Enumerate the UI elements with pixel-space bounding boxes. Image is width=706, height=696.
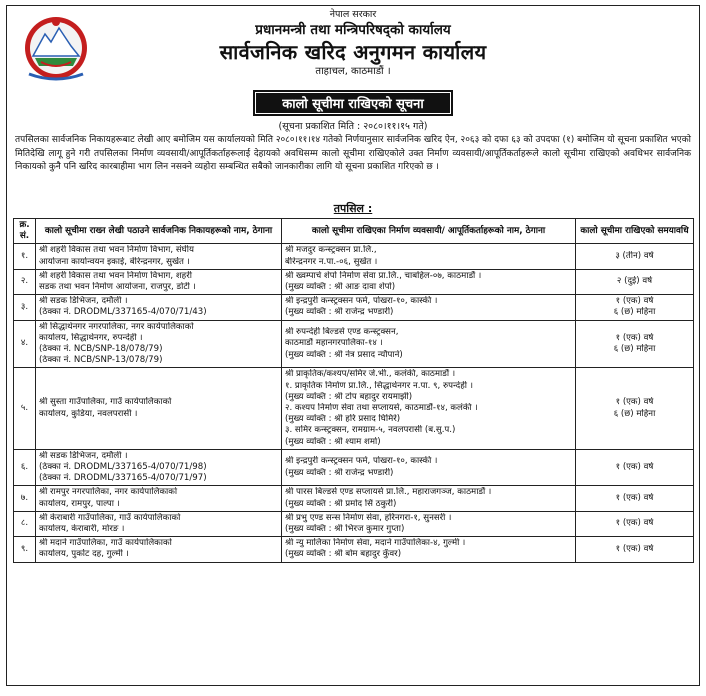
row-contractor-line: काठमाडौं महानगरपालिका-१४ । (285, 338, 383, 349)
row-serial: ६. (14, 449, 36, 486)
row-contractor (282, 269, 576, 294)
row-contractor-line: (मुख्य व्यक्ति : श्री टोप बहादुर रायमाझी) (285, 391, 413, 402)
row-period-line: १ (एक) वर्ष (615, 296, 654, 307)
row-serial: १. (14, 244, 36, 269)
row-entity-line: श्री शहरी विकास तथा भवन निर्माण विभाग, शहरी (39, 270, 192, 281)
row-period (576, 486, 694, 511)
table-row (14, 320, 694, 368)
row-contractor (282, 486, 576, 511)
nepal-emblem-icon (21, 12, 91, 82)
row-entity-line: आयोजना कार्यान्वयन इकाई, बीरेन्द्रनगर, सुर्खेत । (39, 256, 190, 267)
row-contractor (282, 368, 576, 449)
row-period (576, 320, 694, 368)
header-entity: कालो सूचीमा राख्न लेखी पठाउने सार्वजनिक निकायहरूको नाम, ठेगाना (36, 219, 282, 244)
row-period (576, 269, 694, 294)
header-serial: क्र. सं. (14, 219, 36, 244)
row-period-line: २ (दुई) वर्ष (616, 276, 653, 287)
table-row (14, 449, 694, 486)
row-entity-line: श्री केराबारी गाउँपालिका, गाउँ कार्यपालिकाको (39, 512, 181, 523)
row-contractor-line: (मुख्य व्यक्ति : श्री श्याम शर्मा) (285, 436, 381, 447)
row-contractor-line: श्री मजदुर कन्स्ट्रक्सन प्रा.लि., (285, 245, 377, 256)
row-contractor-line: (मुख्य व्यक्ति : श्री भिरज कुमार गुप्ता) (285, 524, 405, 535)
notice-title: कालो सूचीमा राखिएको सूचना (253, 90, 453, 116)
row-entity (36, 486, 282, 511)
notice-paragraph: तपसिलका सार्वजनिक निकायहरूबाट लेखी आए बमोजिम यस कार्यालयको मिति २०८०।११।१४ गतेको निर्णयानुसार सार्वजनिक खरिद ऐन, २०६३ को दफा ६३ को उपदफा (१) बमोजिम यो सूचना प्रकाशित भएको मितिदेखि लागू हुने गरी तपसिलका निर्माण व्यवसायी/आपूर्तिकर्ताहरूलाई देहायको अवधिसम्म कालो सूचीमा राखिएकोले उक्त निर्माण व्यवसायी/आपूर्तिकर्ताहरूले कालो सूचीमा राखिएको अवधिभर सार्वजनिक निकायको कुनै पनि खरिद कारबाहीमा भाग लिन नसक्ने व्यहोरा सम्बन्धित सबैको जानकारीका लागि यो सूचना प्रकाशित गरिएको छ । (15, 135, 691, 173)
publication-date: (सूचना प्रकाशित मिति : २०८०।११।१५ गते) (278, 121, 428, 132)
row-period-line: १ (एक) वर्ष (615, 332, 654, 343)
row-entity (36, 368, 282, 449)
row-contractor-line: श्री इन्द्रपुरी कन्स्ट्रक्सन फर्म, पोखरा-१०, कास्की । (285, 296, 438, 307)
row-serial: ९. (14, 537, 36, 562)
table-row (14, 295, 694, 320)
schedule-heading: तपसिल : (333, 202, 373, 215)
row-contractor-line: २. कश्यप निर्माण सेवा तथा सप्लायर्स, काठमाडौं-१४, कलंकी । (285, 403, 478, 414)
row-period-line: ६ (छ) महिना (613, 408, 656, 419)
table-row (14, 269, 694, 294)
notice-header (7, 6, 699, 90)
row-contractor-line: बीरेन्द्रनगर न.पा.-०६, सुर्खेत । (285, 256, 378, 267)
row-entity-line: श्री शहरी विकास तथा भवन निर्माण विभाग, संघीय (39, 245, 194, 256)
row-entity (36, 537, 282, 562)
row-period-line: ६ (छ) महिना (613, 344, 656, 355)
row-entity-line: श्री सडक डिभिजन, दमौली । (39, 450, 128, 461)
office-address: ताहाचल, काठमाडौं । (315, 66, 391, 78)
row-contractor-line: (मुख्य व्यक्ति : श्री बोम बहादुर कुँवर) (285, 549, 402, 560)
row-entity-line: श्री रामपुर नगरपालिका, नगर कार्यपालिकाको (39, 487, 178, 498)
row-contractor-line: श्री प्राकृतिक/कश्यप/समिर जे.भी., कलंकी, काठमाडौं । (285, 369, 456, 380)
row-contractor-line: (मुख्य व्यक्ति : श्री नेत्र प्रसाद न्यौपाने) (285, 349, 403, 360)
row-entity (36, 295, 282, 320)
row-period (576, 295, 694, 320)
row-entity-line: कार्यालय, सिद्धार्थनगर, रुपन्देही । (39, 332, 143, 343)
row-contractor-line: श्री प्रभु एण्ड सन्स निर्माण सेवा, हरिनगरा-१, सुनसरी । (285, 512, 452, 523)
row-serial: ५. (14, 368, 36, 449)
row-entity (36, 449, 282, 486)
row-period (576, 244, 694, 269)
table-row (14, 511, 694, 536)
row-contractor-line: (मुख्य व्यक्ति : श्री आङ दावा शेर्पा) (285, 282, 396, 293)
row-contractor-line: श्री रुपन्देही बिल्डर्स एण्ड कन्स्ट्रक्सन, (285, 327, 399, 338)
row-contractor-line: श्री पारस बिल्डर्स एण्ड सप्लायर्स प्रा.लि., महाराजगञ्ज, काठमाडौं । (285, 487, 492, 498)
table-header-row (14, 219, 694, 244)
row-serial: ४. (14, 320, 36, 368)
row-contractor-line: श्री इन्द्रपुरी कन्स्ट्रक्सन फर्म, पोखरा-१०, कास्की । (285, 456, 438, 467)
table-row (14, 244, 694, 269)
row-entity-line: श्री मदाने गाउँपालिका, गाउँ कार्यपालिकाको (39, 538, 172, 549)
row-period-line: १ (एक) वर्ष (615, 397, 654, 408)
row-contractor-line: (मुख्य व्यक्ति : श्री प्रमोद सिं ठकुरी) (285, 498, 397, 509)
row-entity-line: श्री सडक डिभिजन, दमौली । (39, 296, 128, 307)
row-serial: ८. (14, 511, 36, 536)
row-entity-line: सडक तथा भवन निर्माण आयोजना, राजपुर, डोटी । (39, 282, 196, 293)
row-contractor-line: (मुख्य व्यक्ति : श्री राजेन्द्र भण्डारी) (285, 467, 394, 478)
row-entity-line: (ठेक्का नं. NCB/SNP-13/078/79) (39, 355, 163, 366)
row-contractor-line: श्री ख्वम्पाचे शेर्पा निर्माण सेवा प्रा.लि., चाबहिल-०७, काठमाडौं । (285, 270, 482, 281)
row-period (576, 537, 694, 562)
row-entity-line: (ठेक्का नं. DRODML/337165-4/070/71/43) (39, 307, 207, 318)
row-period-line: १ (एक) वर्ष (615, 518, 654, 529)
header-period: कालो सूचीमा राखिएको समयावधि (576, 219, 694, 244)
row-serial: ७. (14, 486, 36, 511)
row-contractor-line: श्री न्यु मालिका निर्माण सेवा, मदाने गाउँपालिका-४, गुल्मी । (285, 538, 466, 549)
row-period-line: १ (एक) वर्ष (615, 543, 654, 554)
table-row (14, 368, 694, 449)
row-entity-line: कार्यालय, केराबारी, मोरङ । (39, 524, 125, 535)
row-entity (36, 244, 282, 269)
blacklist-table (13, 218, 694, 563)
row-period-line: ६ (छ) महिना (613, 307, 656, 318)
department-title: सार्वजनिक खरिद अनुगमन कार्यालय (219, 40, 487, 65)
row-contractor (282, 244, 576, 269)
row-period-line: ३ (तीन) वर्ष (615, 251, 654, 261)
row-entity (36, 320, 282, 368)
row-contractor (282, 537, 576, 562)
row-entity (36, 269, 282, 294)
row-contractor-line: (मुख्य व्यक्ति : श्री राजेन्द्र भण्डारी) (285, 307, 394, 318)
header-contractor: कालो सूचीमा राखिएका निर्माण व्यवसायी/ आपूर्तिकर्ताहरूको नाम, ठेगाना (282, 219, 576, 244)
row-contractor (282, 320, 576, 368)
row-period-line: १ (एक) वर्ष (615, 462, 654, 473)
row-entity-line: (ठेक्का नं. NCB/SNP-18/078/79) (39, 344, 163, 355)
row-contractor (282, 511, 576, 536)
office-title: प्रधानमन्त्री तथा मन्त्रिपरिषद्को कार्यालय (255, 22, 451, 39)
row-period (576, 511, 694, 536)
row-period-line: १ (एक) वर्ष (615, 493, 654, 504)
row-contractor-line: ३. समिर कन्स्ट्रक्सन, रामग्राम-५, नवलपरासी (ब.सु.प.) (285, 425, 456, 436)
row-serial: ३. (14, 295, 36, 320)
row-entity-line: (ठेक्का नं. DRODML/337165-4/070/71/98) (39, 462, 207, 473)
table-row (14, 537, 694, 562)
row-entity-line: कार्यालय, पुर्कोट दह, गुल्मी । (39, 549, 129, 560)
row-entity-line: श्री सिद्धार्थनगर नगरपालिका, नगर कार्यपालिकाको (39, 321, 194, 332)
row-contractor (282, 449, 576, 486)
row-serial: २. (14, 269, 36, 294)
government-title: नेपाल सरकार (329, 9, 377, 20)
row-contractor-line: (मुख्य व्यक्ति : श्री हरि प्रसाद घिमिरे) (285, 414, 401, 425)
row-contractor (282, 295, 576, 320)
row-contractor-line: १. प्राकृतिक निर्माण प्रा.लि., सिद्धार्थनगर न.पा. ९, रुपन्देही । (285, 380, 473, 391)
row-period (576, 368, 694, 449)
row-period (576, 449, 694, 486)
row-entity (36, 511, 282, 536)
row-entity-line: कार्यालय, कुडिया, नवलपरासी । (39, 408, 138, 419)
row-entity-line: कार्यालय, रामपुर, पाल्पा । (39, 498, 120, 509)
notice-page (6, 5, 700, 686)
row-entity-line: (ठेक्का नं. DRODML/337165-4/070/71/97) (39, 473, 207, 484)
table-row (14, 486, 694, 511)
row-entity-line: श्री सुस्ता गाउँपालिका, गाउँ कार्यपालिकाको (39, 397, 172, 408)
